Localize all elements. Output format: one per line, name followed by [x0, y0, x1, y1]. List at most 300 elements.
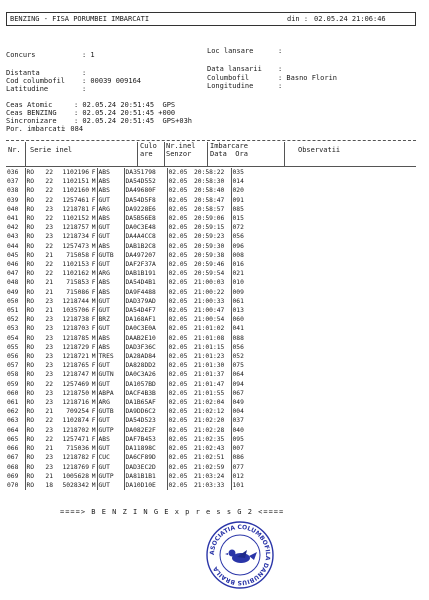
table-cell: 22 — [45, 187, 53, 195]
table-cell: F — [91, 408, 96, 416]
table-cell: 02.05 — [167, 177, 193, 186]
table-cell: 1102151 — [62, 178, 89, 186]
table-cell: 1218729 — [62, 343, 89, 351]
table-cell: DA1057BD — [124, 380, 167, 389]
table-cell: GUT — [97, 463, 124, 472]
ceas-atomic-value: : 02.05.24 20:51:45 GPS — [74, 101, 176, 109]
table-cell: F — [91, 343, 96, 351]
table-cell: GUTP — [97, 426, 124, 435]
table-cell: GUT — [97, 260, 124, 269]
table-cell: M — [91, 178, 96, 186]
table-cell: 045 — [7, 251, 19, 259]
table-cell: M — [91, 389, 96, 397]
table-cell: RO — [25, 223, 43, 232]
table-cell: GUT — [97, 324, 124, 333]
table-row — [6, 380, 416, 389]
table-cell: F — [91, 261, 96, 269]
table-row — [6, 297, 416, 306]
table-cell: 20:59:54 — [194, 270, 225, 278]
table-cell: 23 — [45, 325, 53, 333]
table-cell: GUT — [97, 297, 124, 306]
table-cell: 056 — [231, 232, 416, 241]
columbofil-label: Columbofil — [207, 74, 250, 82]
table-row — [6, 444, 416, 453]
table-cell: GUT — [97, 481, 124, 490]
table-cell: RO — [25, 168, 43, 177]
ceas-atomic-label: Ceas Atomic — [6, 101, 53, 109]
table-cell: 054 — [7, 334, 19, 342]
table-cell: 20:59:46 — [194, 261, 225, 269]
table-cell: 1218721 — [62, 353, 89, 361]
table-cell: 004 — [231, 407, 416, 416]
table-cell: DA351798 — [124, 168, 167, 177]
table-cell: 015 — [231, 214, 416, 223]
table-cell: 02.05 — [167, 232, 193, 241]
table-cell: 02.05 — [167, 481, 193, 490]
table-cell: 21:01:37 — [194, 371, 225, 379]
cod-columbofil-value: : 00039 009164 — [82, 77, 142, 85]
table-cell: 1218738 — [62, 316, 89, 324]
data-lansarii-label: Data lansarii — [207, 65, 262, 73]
table-cell: 715086 — [66, 288, 89, 296]
table-cell: 1218769 — [62, 463, 89, 471]
sincronizare-value: : 02.05.24 20:51:45 GPS+03h — [74, 117, 193, 125]
table-cell: 02.05 — [167, 334, 193, 343]
table-cell: 22 — [45, 178, 53, 186]
table-cell: DAD3F36C — [124, 343, 167, 352]
table-cell: 21 — [45, 288, 53, 296]
table-cell: 23 — [45, 297, 53, 305]
col-header-nr: Nr. — [8, 146, 21, 154]
table-row — [6, 242, 416, 251]
table-cell: 22 — [45, 215, 53, 223]
table-cell: RO — [25, 343, 43, 352]
table-row — [6, 435, 416, 444]
table-cell: 048 — [7, 279, 19, 287]
table-cell: 23 — [45, 454, 53, 462]
table-cell: 709254 — [66, 408, 89, 416]
table-cell: 22 — [45, 242, 53, 250]
table-cell: 22 — [45, 270, 53, 278]
din-value: 02.05.24 21:06:46 — [314, 15, 386, 23]
table-cell: RO — [25, 444, 43, 453]
table-cell: 064 — [231, 370, 416, 379]
table-cell: 02.05 — [167, 389, 193, 398]
table-cell: 008 — [231, 251, 416, 260]
table-cell: RO — [25, 334, 43, 343]
table-cell: DAAB2E10 — [124, 334, 167, 343]
table-cell: DA1B65AF — [124, 398, 167, 407]
pigeon-icon — [225, 550, 257, 564]
table-cell: 055 — [7, 343, 19, 351]
table-cell: ABS — [97, 343, 124, 352]
table-row — [6, 269, 416, 278]
table-cell: F — [91, 316, 96, 324]
table-cell: RO — [25, 407, 43, 416]
table-cell: RO — [25, 352, 43, 361]
loc-lansare-value: : — [278, 47, 283, 55]
table-cell: 061 — [231, 297, 416, 306]
table-cell: GUTB — [97, 407, 124, 416]
table-cell: 21:02:35 — [194, 435, 225, 443]
table-row — [6, 453, 416, 462]
table-cell: 21:02:43 — [194, 445, 225, 453]
table-cell: 052 — [231, 352, 416, 361]
table-row — [6, 186, 416, 195]
table-cell: 060 — [231, 315, 416, 324]
table-cell: DA6CF89D — [124, 453, 167, 462]
table-cell: 02.05 — [167, 288, 193, 297]
porumbei-imbarcati-label: Por. imbarcati — [6, 125, 66, 133]
table-cell: ARG — [97, 205, 124, 214]
table-cell: F — [91, 325, 96, 333]
table-cell: 1102874 — [62, 417, 89, 425]
table-cell: RO — [25, 251, 43, 260]
table-cell: 1257473 — [62, 242, 89, 250]
table-cell: 066 — [7, 445, 19, 453]
table-row — [6, 278, 416, 287]
table-row — [6, 389, 416, 398]
table-cell: GUT — [97, 361, 124, 370]
table-row — [6, 343, 416, 352]
table-cell: 065 — [7, 435, 19, 443]
table-cell: 21 — [45, 472, 53, 480]
table-cell: ABS — [97, 435, 124, 444]
table-cell: RO — [25, 232, 43, 241]
table-cell: 02.05 — [167, 186, 193, 195]
table-cell: 21:01:02 — [194, 325, 225, 333]
table-cell: 02.05 — [167, 260, 193, 269]
table-cell: 02.05 — [167, 407, 193, 416]
table-cell: F — [91, 279, 96, 287]
table-cell: 20:58:22 — [194, 169, 225, 176]
table-cell: RO — [25, 288, 43, 297]
table-cell: F — [91, 307, 96, 315]
table-cell: 086 — [231, 453, 416, 462]
table-cell: 02.05 — [167, 306, 193, 315]
table-cell: 069 — [7, 472, 19, 480]
table-row — [6, 251, 416, 260]
table-cell: 21:02:51 — [194, 454, 225, 462]
table-cell: M — [91, 215, 96, 223]
table-cell: 23 — [45, 426, 53, 434]
table-cell: M — [91, 334, 96, 342]
table-cell: 02.05 — [167, 214, 193, 223]
table-row — [6, 398, 416, 407]
table-row — [6, 481, 416, 490]
table-cell: 21:03:33 — [194, 481, 225, 489]
table-cell: F — [91, 169, 96, 176]
table-cell: 063 — [7, 417, 19, 425]
table-row — [6, 214, 416, 223]
table-cell: DA49680F — [124, 186, 167, 195]
table-cell: 021 — [231, 269, 416, 278]
table-cell: 22 — [45, 169, 53, 176]
table-cell: 039 — [7, 196, 19, 204]
table-cell: DAB1B2C8 — [124, 242, 167, 251]
svg-text:ASOCIATIA COLUMBOFILA DANUBIUS: ASOCIATIA COLUMBOFILA DANUBIUS BRAILA — [208, 523, 272, 587]
table-cell: 21:02:20 — [194, 417, 225, 425]
table-cell: 23 — [45, 399, 53, 407]
table-cell: M — [91, 481, 96, 489]
table-cell: 057 — [7, 362, 19, 370]
table-cell: 095 — [231, 435, 416, 444]
table-cell: 067 — [231, 389, 416, 398]
table-cell: 02.05 — [167, 242, 193, 251]
table-cell: 20:58:47 — [194, 196, 225, 204]
table-cell: F — [91, 417, 96, 425]
table-cell: DA5B56E8 — [124, 214, 167, 223]
table-cell: DA4A4CC8 — [124, 232, 167, 241]
table-cell: GUT — [97, 380, 124, 389]
table-cell: F — [91, 362, 96, 370]
table-cell: 044 — [7, 242, 19, 250]
table-cell: GUT — [97, 444, 124, 453]
table-cell: 077 — [231, 463, 416, 472]
cod-columbofil-label: Cod columbofil — [6, 77, 66, 85]
table-cell: 096 — [231, 242, 416, 251]
table-cell: 1218765 — [62, 362, 89, 370]
association-stamp — [205, 520, 275, 590]
table-cell: 1102160 — [62, 187, 89, 195]
table-cell: 02.05 — [167, 297, 193, 306]
table-row — [6, 288, 416, 297]
table-row — [6, 205, 416, 214]
table-cell: 715036 — [66, 445, 89, 453]
table-cell: 051 — [7, 307, 19, 315]
col-header-observatii: Observatii — [298, 146, 341, 154]
table-cell: F — [91, 435, 96, 443]
table-cell: 042 — [7, 224, 19, 232]
table-cell: 037 — [231, 416, 416, 425]
table-cell: 1035706 — [62, 307, 89, 315]
table-cell: DA54D4F7 — [124, 306, 167, 315]
table-cell: 049 — [231, 398, 416, 407]
table-cell: 20:58:30 — [194, 178, 225, 186]
table-cell: 070 — [7, 481, 19, 489]
document-title: BENZING - FISA PORUMBEI IMBARCATI — [10, 15, 150, 23]
table-cell: 23 — [45, 316, 53, 324]
table-cell: 060 — [7, 389, 19, 397]
table-row — [6, 361, 416, 370]
table-row — [6, 223, 416, 232]
table-cell: 1218781 — [62, 205, 89, 213]
table-cell: 038 — [7, 187, 19, 195]
table-cell: F — [91, 233, 96, 241]
table-cell: DA54D552 — [124, 177, 167, 186]
table-cell: 23 — [45, 371, 53, 379]
footer-text: ====> B E N Z I N G E x p r e s s G 2 <==== — [60, 508, 285, 516]
table-row — [6, 472, 416, 481]
table-cell: M — [91, 187, 96, 195]
table-cell: DA0C3A26 — [124, 370, 167, 379]
table-cell: ABS — [97, 168, 124, 177]
table-cell: 1257471 — [62, 435, 89, 443]
table-cell: 040 — [231, 426, 416, 435]
table-cell: 20:58:40 — [194, 187, 225, 195]
table-cell: 009 — [231, 288, 416, 297]
table-cell: 21:00:22 — [194, 288, 225, 296]
table-cell: 5028342 — [62, 481, 89, 489]
table-cell: 088 — [231, 334, 416, 343]
table-cell: 1102153 — [62, 261, 89, 269]
table-row — [6, 306, 416, 315]
table-cell: ARG — [97, 398, 124, 407]
table-cell: 02.05 — [167, 168, 193, 177]
table-cell: 061 — [7, 399, 19, 407]
table-cell: 02.05 — [167, 269, 193, 278]
table-row — [6, 426, 416, 435]
table-cell: RO — [25, 186, 43, 195]
table-cell: DA168AF1 — [124, 315, 167, 324]
table-cell: 059 — [7, 380, 19, 388]
ceas-benzing-value: : 02.05.24 20:51:45 +000 — [74, 109, 176, 117]
table-cell: 010 — [231, 278, 416, 287]
table-cell: DAB1B191 — [124, 269, 167, 278]
table-cell: DA0C3E0A — [124, 324, 167, 333]
table-cell: 21 — [45, 251, 53, 259]
table-cell: 007 — [231, 444, 416, 453]
table-cell: 715058 — [66, 251, 89, 259]
table-cell: RO — [25, 398, 43, 407]
table-cell: DA9228E6 — [124, 205, 167, 214]
loc-lansare-label: Loc lansare — [207, 47, 254, 55]
table-cell: 21:00:33 — [194, 297, 225, 305]
table-cell: F — [91, 196, 96, 204]
table-cell: 21:01:08 — [194, 334, 225, 342]
table-cell: GUT — [97, 196, 124, 205]
table-row — [6, 352, 416, 361]
table-cell: 012 — [231, 472, 416, 481]
table-cell: 1218757 — [62, 224, 89, 232]
table-cell: 21:00:47 — [194, 307, 225, 315]
table-cell: 1218716 — [62, 399, 89, 407]
table-row — [6, 260, 416, 269]
table-cell: 1257469 — [62, 380, 89, 388]
table-cell: 046 — [7, 261, 19, 269]
longitudine-value: : — [278, 82, 283, 90]
table-cell: DAD3EC2D — [124, 463, 167, 472]
table-cell: M — [91, 472, 96, 480]
table-cell: DACF4B3B — [124, 389, 167, 398]
table-cell: 20:59:15 — [194, 224, 225, 232]
pigeon-table — [6, 168, 416, 490]
concurs-value: : 1 — [82, 51, 95, 59]
table-cell: RO — [25, 306, 43, 315]
table-cell: RO — [25, 380, 43, 389]
table-cell: 1218782 — [62, 454, 89, 462]
table-cell: DA54D5F8 — [124, 196, 167, 205]
table-cell: 037 — [7, 178, 19, 186]
table-cell: 20:59:38 — [194, 251, 225, 259]
table-cell: DA9F4488 — [124, 288, 167, 297]
table-cell: DA10D10E — [124, 481, 167, 490]
table-cell: 056 — [231, 343, 416, 352]
table-cell: 056 — [7, 353, 19, 361]
table-cell: DAF7B453 — [124, 435, 167, 444]
columbofil-value: : Basno Florin — [278, 74, 338, 82]
table-cell: GUTB — [97, 251, 124, 260]
table-cell: DAF2F37A — [124, 260, 167, 269]
table-cell: RO — [25, 361, 43, 370]
table-cell: 02.05 — [167, 352, 193, 361]
table-cell: 02.05 — [167, 426, 193, 435]
ceas-benzing-label: Ceas BENZING — [6, 109, 57, 117]
col-header-culoare: Culo are — [140, 142, 157, 158]
table-cell: M — [91, 399, 96, 407]
table-cell: 091 — [231, 196, 416, 205]
table-cell: 035 — [231, 168, 416, 177]
table-cell: ABS — [97, 214, 124, 223]
table-cell: M — [91, 224, 96, 232]
table-cell: 02.05 — [167, 278, 193, 287]
table-cell: 22 — [45, 261, 53, 269]
table-cell: 062 — [7, 408, 19, 416]
table-cell: 041 — [7, 215, 19, 223]
table-cell: RO — [25, 453, 43, 462]
table-cell: 014 — [231, 177, 416, 186]
table-cell: 02.05 — [167, 435, 193, 444]
table-cell: F — [91, 288, 96, 296]
table-cell: DA54D523 — [124, 416, 167, 425]
table-cell: GUT — [97, 306, 124, 315]
table-cell: RO — [25, 315, 43, 324]
table-cell: 23 — [45, 224, 53, 232]
table-cell: 23 — [45, 362, 53, 370]
table-row — [6, 232, 416, 241]
table-cell: 21:00:54 — [194, 316, 225, 324]
table-cell: 20:59:23 — [194, 233, 225, 241]
table-cell: 1218744 — [62, 297, 89, 305]
table-cell: 1102152 — [62, 215, 89, 223]
table-cell: RO — [25, 463, 43, 472]
table-cell: 068 — [7, 463, 19, 471]
concurs-label: Concurs — [6, 51, 36, 59]
table-cell: 050 — [7, 297, 19, 305]
table-cell: ABS — [97, 278, 124, 287]
table-cell: RO — [25, 389, 43, 398]
table-cell: RO — [25, 416, 43, 425]
table-cell: 049 — [7, 288, 19, 296]
table-cell: 036 — [7, 169, 19, 176]
table-cell: F — [91, 454, 96, 462]
table-cell: 1218703 — [62, 325, 89, 333]
table-cell: M — [91, 371, 96, 379]
table-cell: RO — [25, 260, 43, 269]
table-cell: 20:58:57 — [194, 205, 225, 213]
porumbei-imbarcati-value: : 084 — [62, 125, 84, 133]
table-cell: 21:02:12 — [194, 408, 225, 416]
table-cell: 013 — [231, 306, 416, 315]
table-cell: 1218750 — [62, 389, 89, 397]
table-cell: RO — [25, 242, 43, 251]
col-header-nr-inel: Nr.inel Senzor — [166, 142, 196, 158]
table-cell: 23 — [45, 343, 53, 351]
table-cell: 1218785 — [62, 334, 89, 342]
table-cell: DA497207 — [124, 251, 167, 260]
header-underline — [6, 166, 416, 167]
table-cell: 043 — [7, 233, 19, 241]
table-cell: F — [91, 463, 96, 471]
table-cell: GUTN — [97, 370, 124, 379]
table-cell: 23 — [45, 389, 53, 397]
table-cell: 02.05 — [167, 380, 193, 389]
table-row — [6, 315, 416, 324]
table-cell: 02.05 — [167, 398, 193, 407]
table-cell: 053 — [7, 325, 19, 333]
table-cell: DA9DD6C2 — [124, 407, 167, 416]
table-cell: ABS — [97, 242, 124, 251]
